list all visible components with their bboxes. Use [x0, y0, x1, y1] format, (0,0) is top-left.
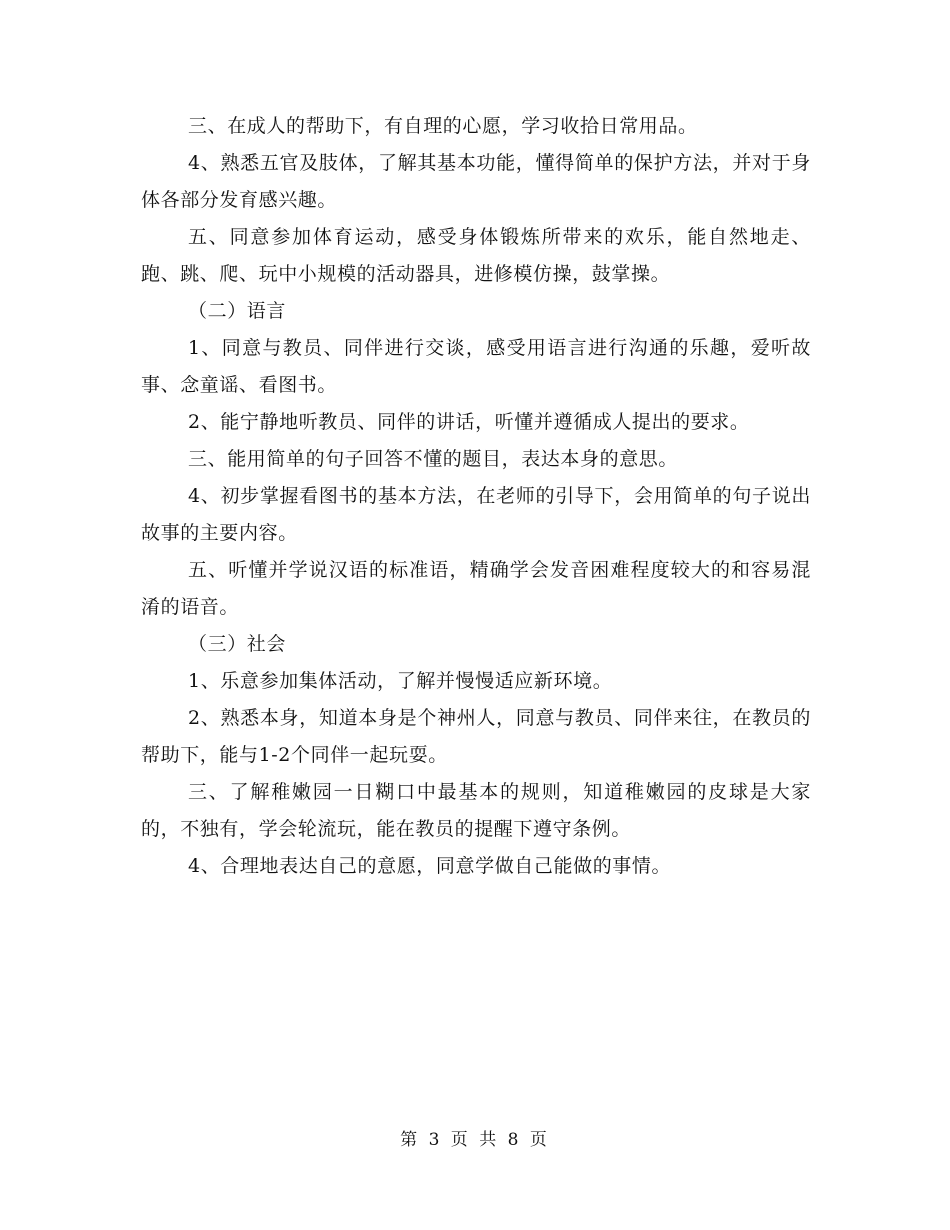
paragraph-body-awareness: 4、熟悉五官及肢体，了解其基本功能，懂得简单的保护方法，并对于身体各部分发育感兴趣。 [141, 152, 811, 211]
paragraph-society-3: 三、了解稚嫩园一日糊口中最基本的规则，知道稚嫩园的皮球是大家的，不独有，学会轮流玩，能在教员的提醒下遵守条例。 [141, 781, 811, 840]
page-footer: 第 3 页 共 8 页 [400, 1130, 550, 1150]
document-body [141, 108, 811, 885]
paragraph-language-5: 五、听懂并学说汉语的标准语，精确学会发音困难程度较大的和容易混淆的语音。 [141, 559, 811, 618]
paragraph-society-2: 2、熟悉本身，知道本身是个神州人，同意与教员、同伴来往，在教员的帮助下，能与1-2个同伴一起玩耍。 [141, 707, 811, 766]
paragraph-language-2: 2、能宁静地听教员、同伴的讲话，听懂并遵循成人提出的要求。 [188, 411, 750, 433]
paragraph-language-4: 4、初步掌握看图书的基本方法，在老师的引导下，会用简单的句子说出故事的主要内容。 [141, 485, 811, 544]
paragraph-language-1: 1、同意与教员、同伴进行交谈，感受用语言进行沟通的乐趣，爱听故事、念童谣、看图书。 [141, 337, 811, 396]
paragraph-society-4: 4、合理地表达自己的意愿，同意学做自己能做的事情。 [188, 855, 672, 877]
paragraph-physical-activity: 五、同意参加体育运动，感受身体锻炼所带来的欢乐，能自然地走、跑、跳、爬、玩中小规模的活动器具，进修模仿操，鼓掌操。 [141, 226, 811, 285]
section-heading-society: （三）社会 [188, 633, 287, 655]
paragraph-self-care: 三、在成人的帮助下，有自理的心愿，学习收拾日常用品。 [188, 115, 698, 137]
paragraph-language-3: 三、能用简单的句子回答不懂的题目，表达本身的意思。 [188, 448, 679, 470]
section-heading-language: （二）语言 [188, 300, 287, 322]
paragraph-society-1: 1、乐意参加集体活动，了解并慢慢适应新环境。 [188, 670, 613, 692]
